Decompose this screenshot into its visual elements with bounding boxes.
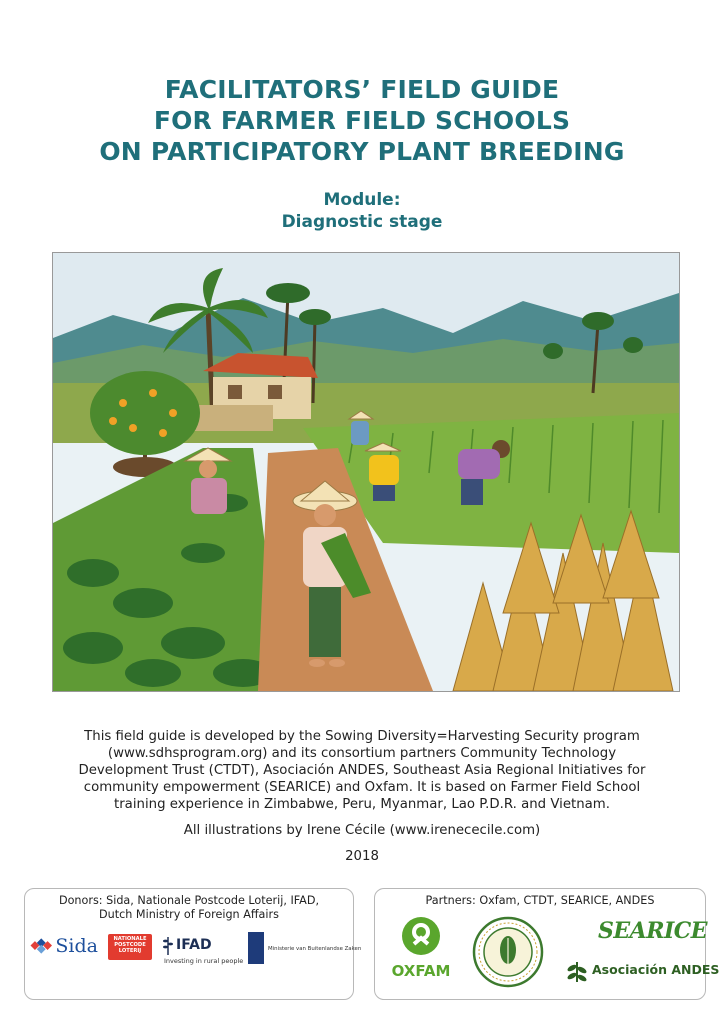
intro-line-3: Development Trust (CTDT), Asociación ANDES, Southeast Asia Regional Initiatives for — [78, 763, 646, 778]
andes-logo-text: Asociación ANDES — [592, 962, 720, 977]
dutch-ministry-text: Ministerie van Buitenlandse Zaken — [268, 946, 362, 952]
donors-heading-line-2: Dutch Ministry of Foreign Affairs — [99, 908, 279, 921]
module-heading — [0, 189, 724, 233]
ifad-wheat-icon — [162, 935, 174, 955]
andes-plant-icon — [564, 958, 590, 984]
oxfam-mark-icon — [390, 914, 452, 960]
andes-logo — [564, 958, 720, 988]
cover-illustration — [52, 252, 680, 692]
postcode-loterij-logo — [108, 934, 152, 960]
postcode-line-2: POSTCODE — [114, 942, 146, 949]
title-line-1: FACILITATORS’ FIELD GUIDE — [164, 75, 560, 104]
searice-logo — [598, 918, 708, 952]
publication-year: 2018 — [345, 849, 379, 864]
postcode-line-1: NATIONALE — [113, 936, 147, 942]
dutch-ministry-emblem-icon — [248, 932, 264, 964]
intro-line-4: community empowerment (SEARICE) and Oxfam. It is based on Farmer Field School — [83, 780, 641, 795]
sida-logo — [30, 935, 98, 957]
intro-line-5: training experience in Zimbabwe, Peru, Myanmar, Lao P.D.R. and Vietnam. — [114, 797, 610, 812]
ifad-logo — [162, 935, 244, 969]
searice-logo-text: SEARICE — [598, 918, 708, 944]
illustration-credits: All illustrations by Irene Cécile (www.irenececile.com) — [183, 823, 541, 838]
ctdt-seal-icon — [472, 916, 544, 988]
title-line-3: ON PARTICIPATORY PLANT BREEDING — [99, 137, 625, 166]
intro-line-1: This field guide is developed by the Sowing Diversity=Harvesting Security program — [84, 729, 640, 744]
sida-logo-text: Sida — [55, 935, 98, 957]
module-name: Diagnostic stage — [281, 212, 443, 232]
dutch-ministry-logo — [248, 932, 362, 964]
donors-heading — [25, 894, 353, 922]
partners-heading: Partners: Oxfam, CTDT, SEARICE, ANDES — [425, 894, 655, 907]
sida-mark-icon — [30, 936, 53, 956]
ifad-tagline: Investing in rural people — [164, 957, 244, 965]
title-line-2: FOR FARMER FIELD SCHOOLS — [153, 106, 571, 135]
postcode-line-3: LOTERIJ — [118, 948, 142, 955]
intro-line-2: (www.sdhsprogram.org) and its consortium partners Community Technology — [107, 746, 617, 761]
ifad-logo-text: IFAD — [176, 937, 212, 953]
module-label: Module: — [323, 190, 401, 210]
ctdt-logo — [472, 916, 544, 988]
document-title — [0, 74, 724, 167]
oxfam-logo — [390, 914, 452, 984]
intro-paragraph — [60, 728, 664, 813]
donors-heading-line-1: Donors: Sida, Nationale Postcode Loterij, IFAD, — [58, 894, 320, 907]
farm-scene-illustration — [53, 253, 679, 691]
oxfam-logo-text: OXFAM — [391, 962, 451, 980]
